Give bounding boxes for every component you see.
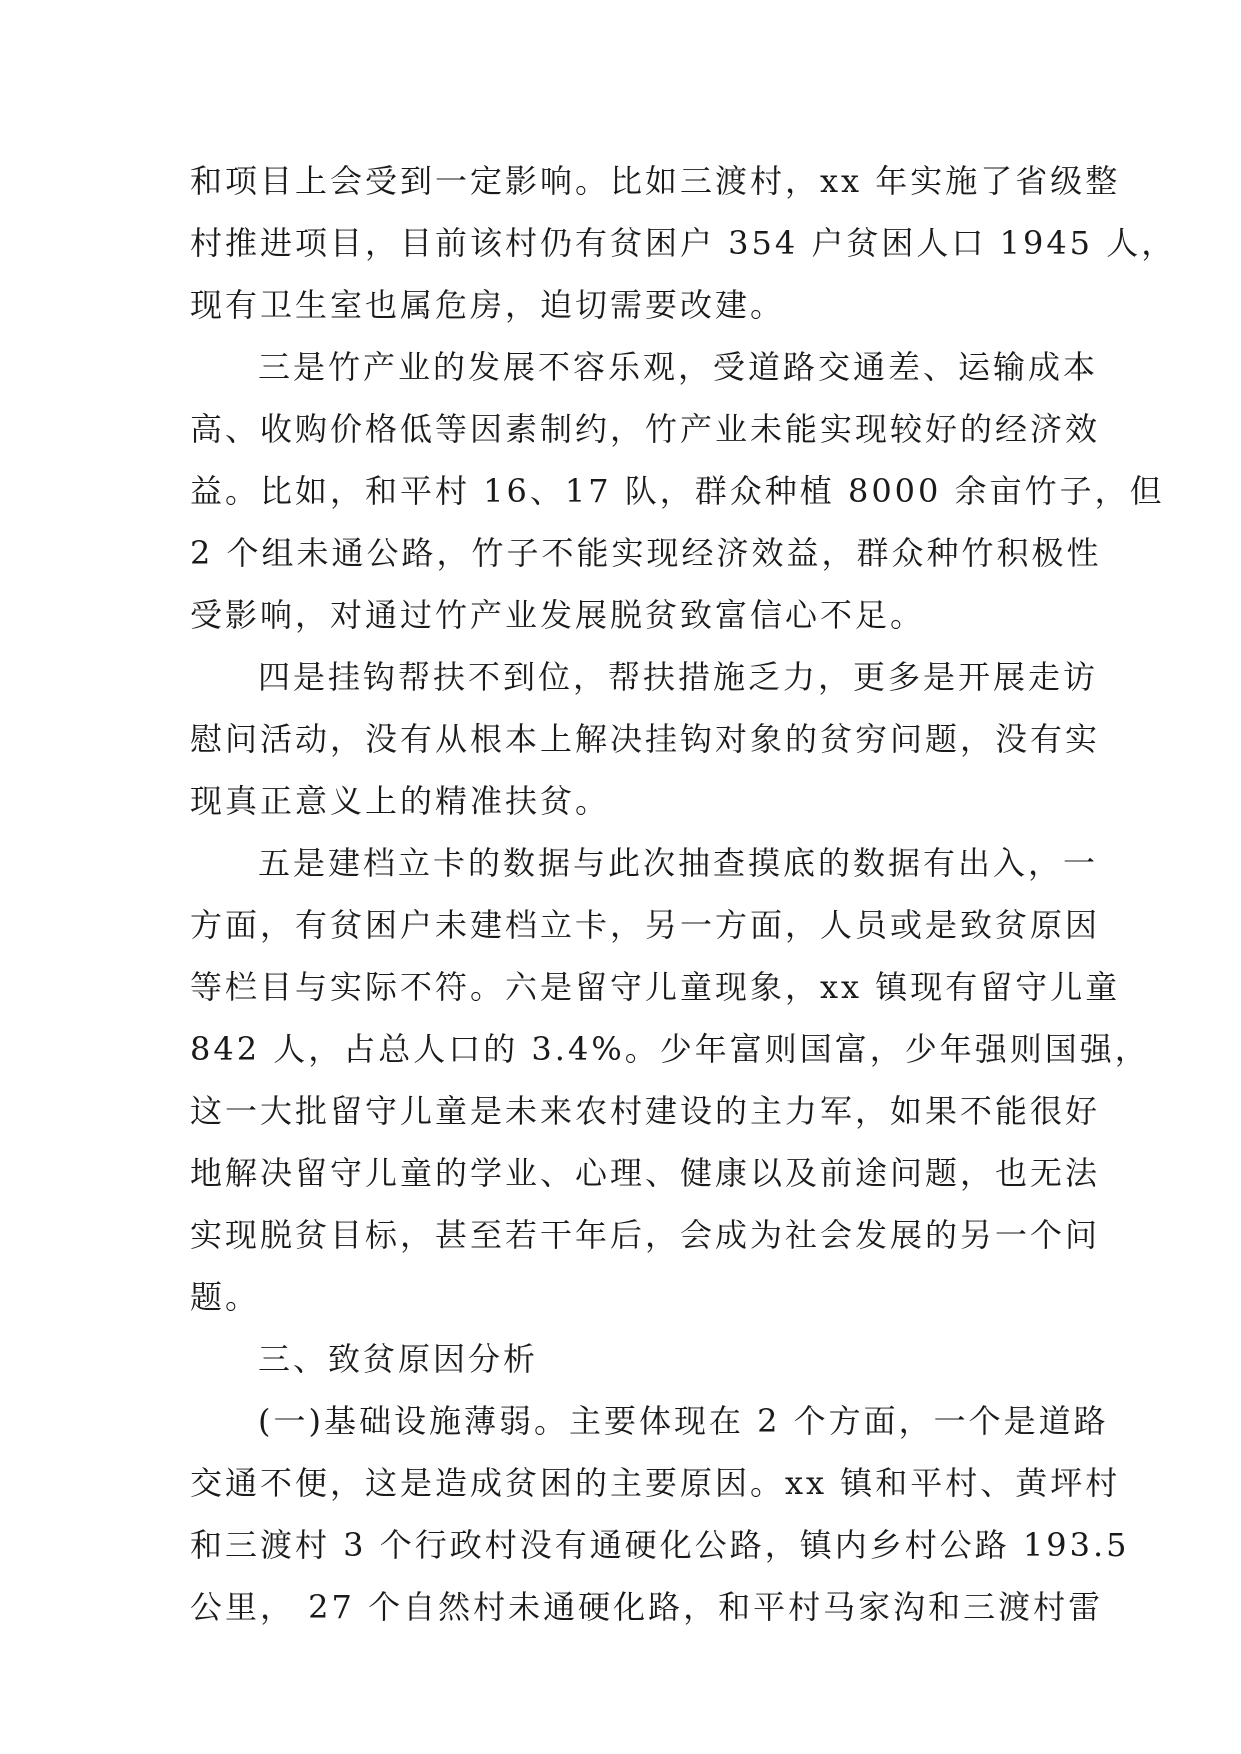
text-line: (一)基础设施薄弱。主要体现在 2 个方面，一个是道路	[258, 1402, 1109, 1440]
text-line: 这一大批留守儿童是未来农村建设的主力军，如果不能很好	[190, 1092, 1101, 1130]
paragraph-infrastructure	[190, 1390, 1130, 1638]
text-line: 2 个组未通公路，竹子不能实现经济效益，群众种竹积极性	[190, 534, 1102, 572]
section-title: 三、致贫原因分析	[258, 1340, 539, 1378]
text-line: 题。	[190, 1278, 261, 1316]
text-line: 受影响，对通过竹产业发展脱贫致富信心不足。	[190, 596, 926, 634]
text-line: 实现脱贫目标，甚至若干年后，会成为社会发展的另一个问	[190, 1216, 1101, 1254]
text-line: 方面，有贫困户未建档立卡，另一方面，人员或是致贫原因	[190, 906, 1101, 944]
paragraph-bamboo-industry	[190, 336, 1165, 646]
text-line: 公里， 27 个自然村未通硬化路，和平村马家沟和三渡村雷	[190, 1588, 1104, 1626]
paragraph-data-records	[190, 832, 1150, 1328]
text-line: 高、收购价格低等因素制约，竹产业未能实现较好的经济效	[190, 410, 1101, 448]
text-line: 交通不便，这是造成贫困的主要原因。xx 镇和平村、黄坪村	[190, 1464, 1121, 1502]
paragraph-continuation	[190, 150, 1177, 336]
text-line: 四是挂钩帮扶不到位，帮扶措施乏力，更多是开展走访	[258, 658, 1099, 696]
document-page	[190, 150, 1177, 1638]
text-line: 地解决留守儿童的学业、心理、健康以及前途问题，也无法	[190, 1154, 1101, 1192]
text-line: 现有卫生室也属危房，迫切需要改建。	[190, 286, 786, 324]
text-line: 三是竹产业的发展不容乐观，受道路交通差、运输成本	[258, 348, 1099, 386]
paragraph-assistance	[190, 646, 1101, 832]
text-line: 842 人，占总人口的 3.4%。少年富则国富，少年强则国强，	[190, 1030, 1150, 1068]
text-line: 现真正意义上的精准扶贫。	[190, 782, 611, 820]
text-line: 等栏目与实际不符。六是留守儿童现象，xx 镇现有留守儿童	[190, 968, 1121, 1006]
text-line: 和三渡村 3 个行政村没有通硬化公路，镇内乡村公路 193.5	[190, 1526, 1130, 1564]
text-line: 慰问活动，没有从根本上解决挂钩对象的贫穷问题，没有实	[190, 720, 1101, 758]
section-heading	[190, 1328, 1060, 1390]
text-line: 和项目上会受到一定影响。比如三渡村，xx 年实施了省级整	[190, 162, 1121, 200]
text-line: 村推进项目，目前该村仍有贫困户 354 户贫困人口 1945 人，	[190, 224, 1177, 262]
text-line: 益。比如，和平村 16、17 队，群众种植 8000 余亩竹子，但	[190, 472, 1165, 510]
text-line: 五是建档立卡的数据与此次抽查摸底的数据有出入，一	[258, 844, 1099, 882]
